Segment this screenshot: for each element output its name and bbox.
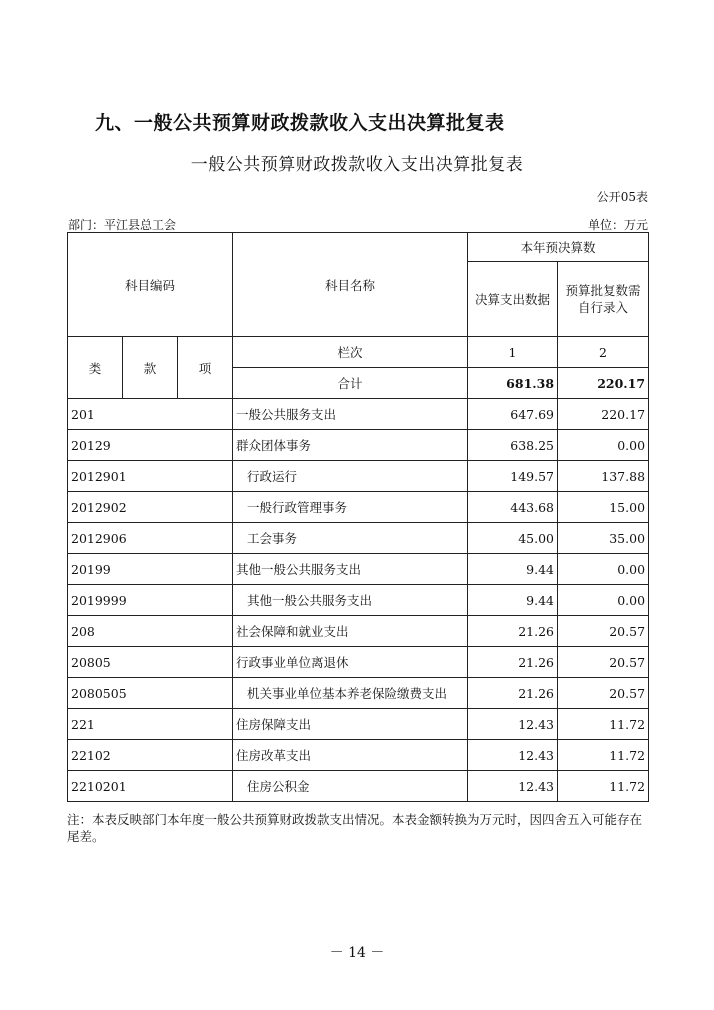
- subject-name-cell: 行政事业单位离退休: [233, 647, 468, 678]
- final-value-cell: 21.26: [468, 616, 558, 647]
- approved-value-cell: 11.72: [558, 740, 649, 771]
- subject-name-cell: 其他一般公共服务支出: [233, 554, 468, 585]
- approved-value-cell: 20.57: [558, 678, 649, 709]
- total-final: 681.38: [468, 368, 558, 399]
- approved-value-cell: 11.72: [558, 771, 649, 802]
- table-row: [68, 585, 649, 616]
- subject-code-cell: 22102: [68, 740, 233, 771]
- final-value-cell: 12.43: [468, 771, 558, 802]
- subject-code-cell: 2012901: [68, 461, 233, 492]
- subject-name-cell: 机关事业单位基本养老保险缴费支出: [233, 678, 468, 709]
- header-subject-code: 科目编码: [68, 233, 233, 337]
- form-code: 公开05表: [596, 190, 648, 204]
- table-row: [68, 740, 649, 771]
- table-row: [68, 430, 649, 461]
- subject-name-cell: 住房保障支出: [233, 709, 468, 740]
- table-row: [68, 647, 649, 678]
- approved-value-cell: 35.00: [558, 523, 649, 554]
- subject-code-cell: 20129: [68, 430, 233, 461]
- page-number: － 14 －: [329, 945, 385, 961]
- subject-name-cell: 群众团体事务: [233, 430, 468, 461]
- header-final-expenditure: 决算支出数据: [468, 262, 558, 337]
- header-approved-input: 预算批复数需自行录入: [558, 262, 649, 337]
- approved-value-cell: 0.00: [558, 585, 649, 616]
- approved-value-cell: 20.57: [558, 616, 649, 647]
- department-label: 部门：平江县总工会: [68, 218, 177, 232]
- table-note: 注：本表反映部门本年度一般公共预算财政拨款支出情况。本表金额转换为万元时，因四舍五入可能存在尾差。: [67, 812, 643, 844]
- table-row: [68, 616, 649, 647]
- total-label: 合计: [233, 368, 468, 399]
- table-row: [68, 523, 649, 554]
- total-approved: 220.17: [558, 368, 649, 399]
- subject-code-cell: 2080505: [68, 678, 233, 709]
- subject-code-cell: 2210201: [68, 771, 233, 802]
- final-value-cell: 21.26: [468, 678, 558, 709]
- header-item: 项: [178, 337, 233, 399]
- final-value-cell: 647.69: [468, 399, 558, 430]
- subject-code-cell: 2012902: [68, 492, 233, 523]
- header-col-2: 2: [558, 337, 649, 368]
- header-col-1: 1: [468, 337, 558, 368]
- table-row: [68, 678, 649, 709]
- subject-name-cell: 社会保障和就业支出: [233, 616, 468, 647]
- subject-code-cell: 2019999: [68, 585, 233, 616]
- final-value-cell: 21.26: [468, 647, 558, 678]
- approved-value-cell: 11.72: [558, 709, 649, 740]
- table-row: [68, 492, 649, 523]
- table-title: 一般公共预算财政拨款收入支出决算批复表: [190, 155, 524, 175]
- approved-value-cell: 220.17: [558, 399, 649, 430]
- subject-name-cell: 行政运行: [233, 461, 468, 492]
- table-row: [68, 461, 649, 492]
- unit-label: 单位：万元: [587, 218, 648, 232]
- approved-value-cell: 137.88: [558, 461, 649, 492]
- table-row: [68, 399, 649, 430]
- final-value-cell: 45.00: [468, 523, 558, 554]
- subject-code-cell: 221: [68, 709, 233, 740]
- final-value-cell: 638.25: [468, 430, 558, 461]
- budget-table: [67, 232, 649, 802]
- subject-code-cell: 20805: [68, 647, 233, 678]
- final-value-cell: 443.68: [468, 492, 558, 523]
- approved-value-cell: 0.00: [558, 554, 649, 585]
- header-section: 款: [123, 337, 178, 399]
- final-value-cell: 9.44: [468, 554, 558, 585]
- final-value-cell: 149.57: [468, 461, 558, 492]
- subject-code-cell: 20199: [68, 554, 233, 585]
- table-row: [68, 771, 649, 802]
- subject-code-cell: 201: [68, 399, 233, 430]
- final-value-cell: 9.44: [468, 585, 558, 616]
- subject-name-cell: 住房改革支出: [233, 740, 468, 771]
- header-year-budget: 本年预决算数: [468, 233, 649, 262]
- approved-value-cell: 15.00: [558, 492, 649, 523]
- final-value-cell: 12.43: [468, 709, 558, 740]
- header-column-order: 栏次: [233, 337, 468, 368]
- section-heading: 九、一般公共预算财政拨款收入支出决算批复表: [95, 112, 505, 134]
- header-category: 类: [68, 337, 123, 399]
- subject-code-cell: 208: [68, 616, 233, 647]
- table-row: [68, 554, 649, 585]
- subject-name-cell: 一般行政管理事务: [233, 492, 468, 523]
- subject-name-cell: 住房公积金: [233, 771, 468, 802]
- approved-value-cell: 0.00: [558, 430, 649, 461]
- final-value-cell: 12.43: [468, 740, 558, 771]
- header-subject-name: 科目名称: [233, 233, 468, 337]
- subject-name-cell: 工会事务: [233, 523, 468, 554]
- approved-value-cell: 20.57: [558, 647, 649, 678]
- table-row: [68, 709, 649, 740]
- subject-name-cell: 其他一般公共服务支出: [233, 585, 468, 616]
- subject-code-cell: 2012906: [68, 523, 233, 554]
- subject-name-cell: 一般公共服务支出: [233, 399, 468, 430]
